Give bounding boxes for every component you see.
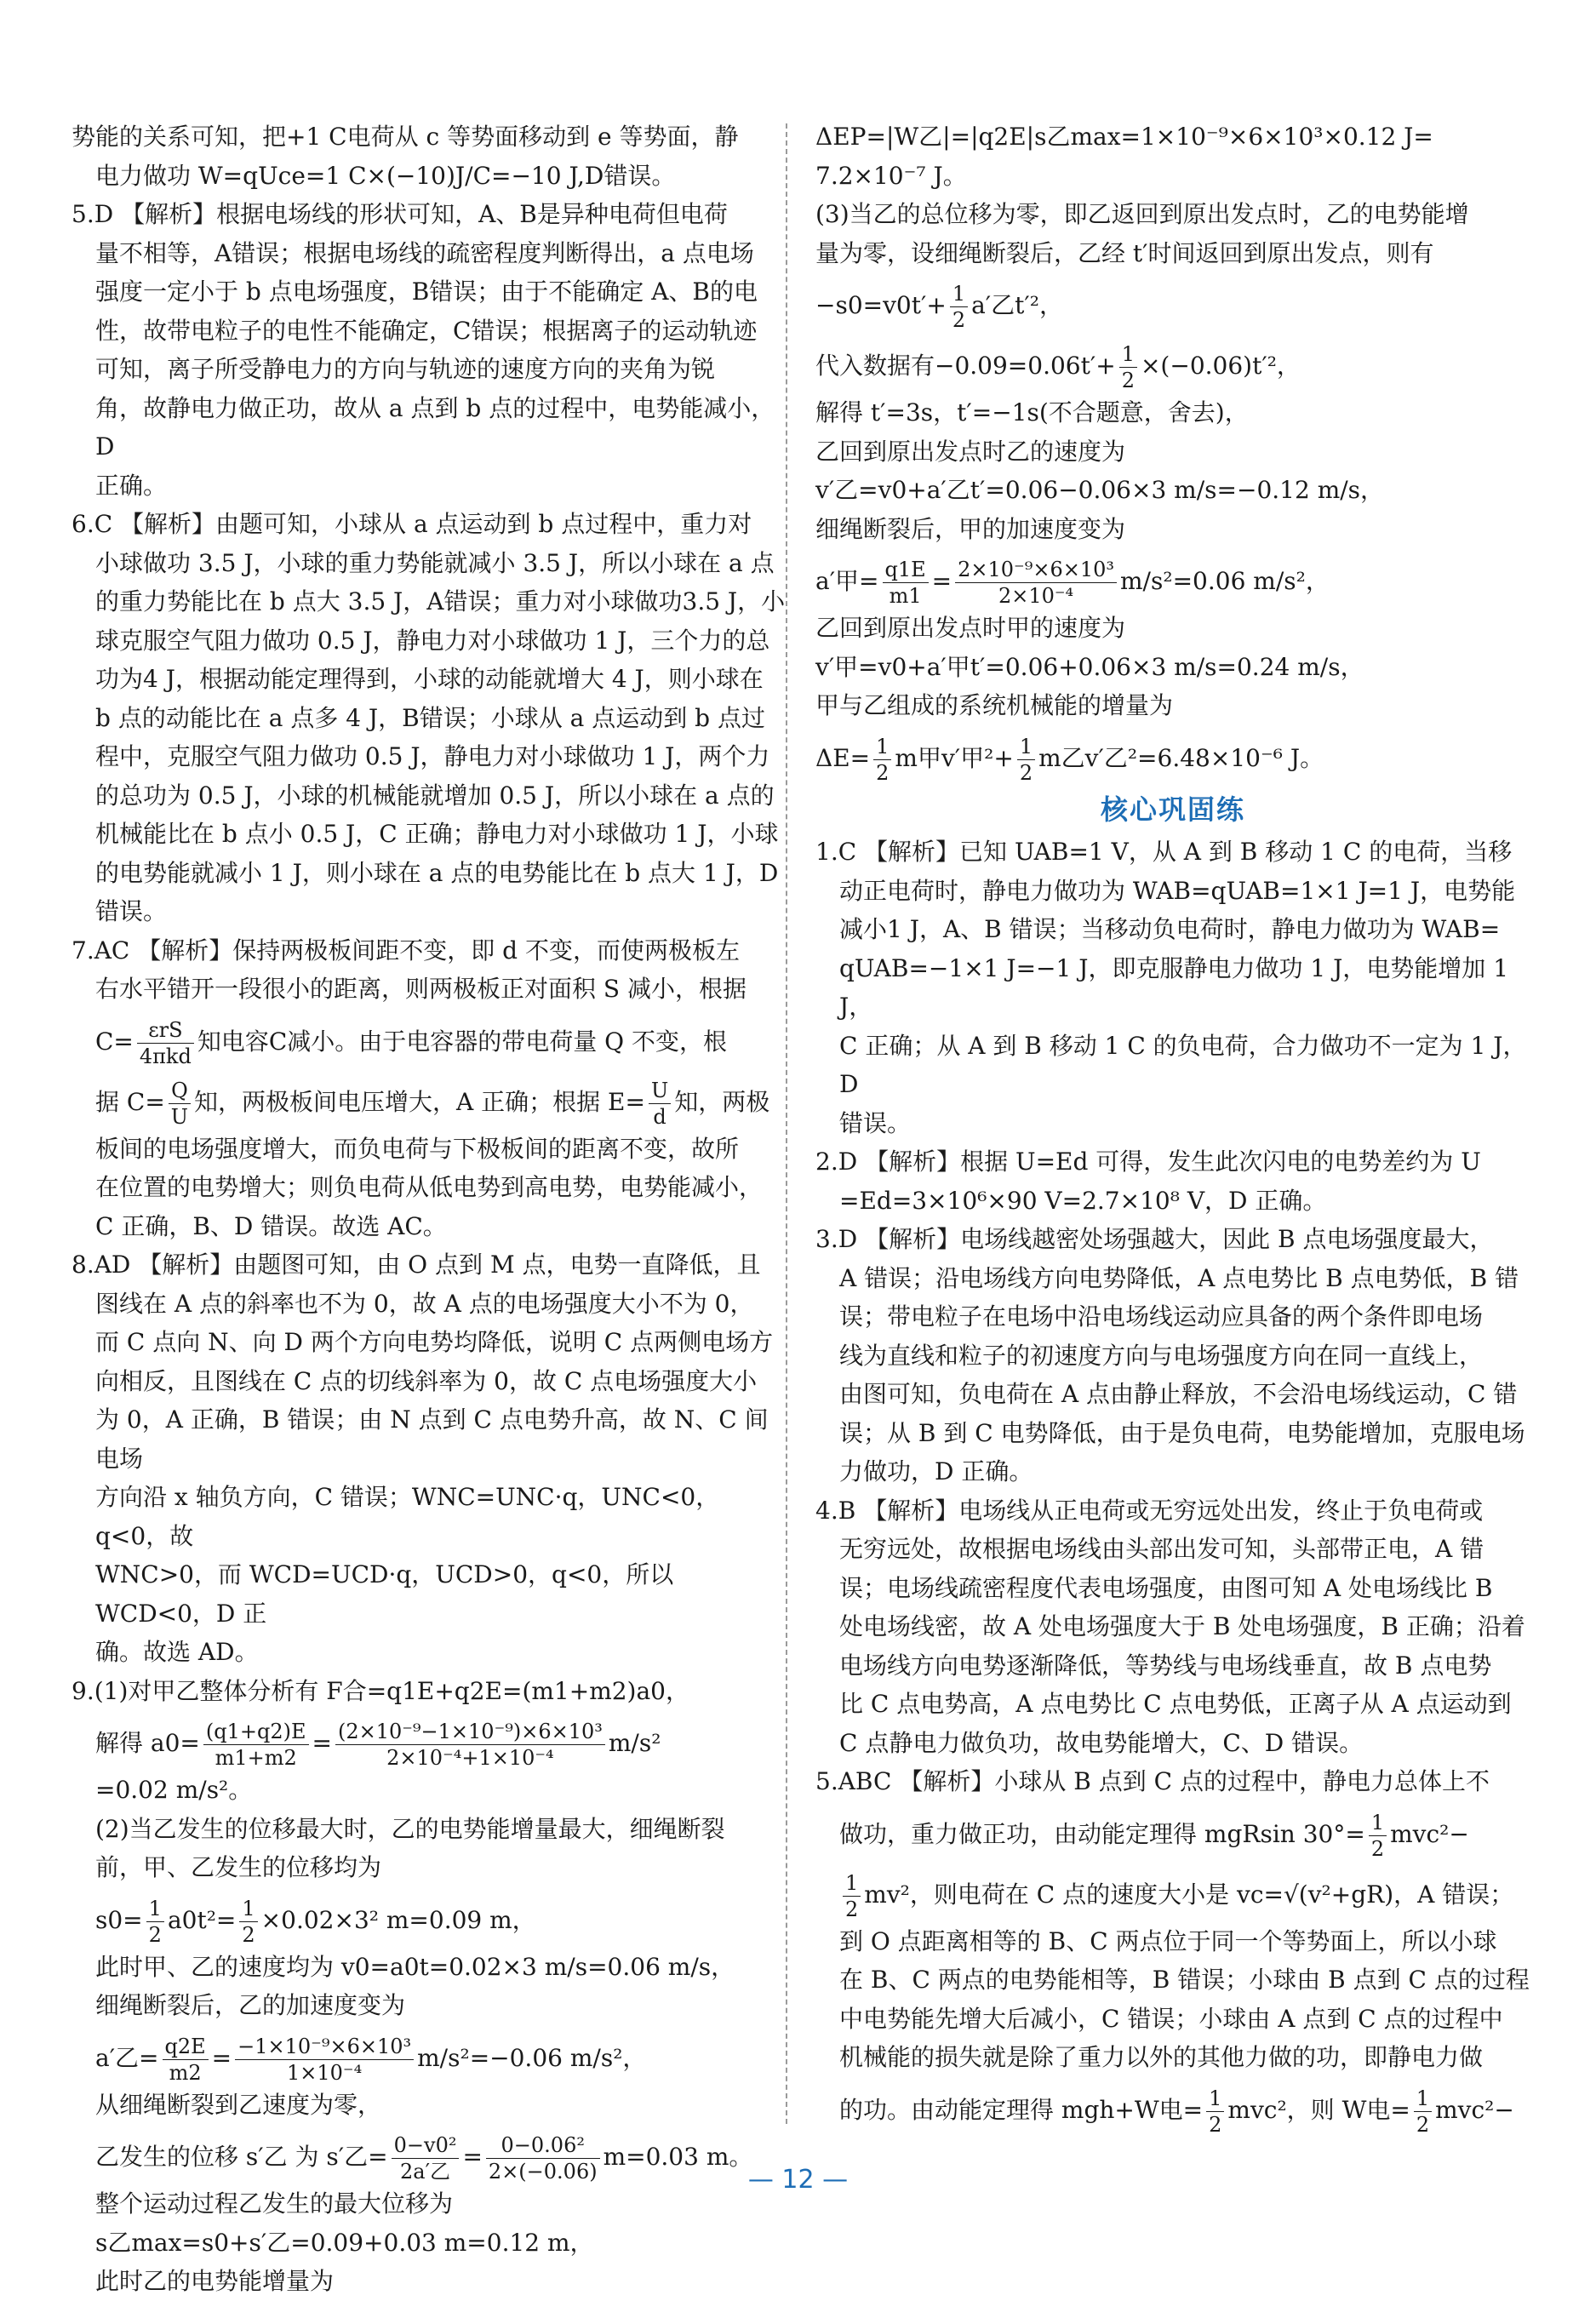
text-line: 解得 t′=3s，t′=−1s(不合题意，舍去)，: [815, 398, 1249, 426]
text-line: 角，故静电力做正功，故从 a 点到 b 点的过程中，电势能减小，D: [95, 393, 775, 461]
text-line: 机械能比在 b 点小 0.5 J，C 正确；静电力对小球做功 1 J，小球: [95, 820, 779, 848]
text-line: 从细绳断裂到乙速度为零，: [95, 2090, 382, 2119]
answer-7: 7.AC 【解析】保持两极板间距不变，即 d 不变，而使两极板左: [72, 936, 740, 964]
text-line: 电场线方向电势逐渐降低，等势线与电场线垂直，故 B 点电势: [839, 1651, 1492, 1680]
text-line: 误；从 B 到 C 电势降低，由于是负电荷，电势能增加，克服电场: [839, 1418, 1525, 1447]
text-line: 机械能的损失就是除了重力以外的其他力做的功，即静电力做: [839, 2043, 1484, 2071]
formula-line: 做功，重力做正功，由动能定理得 mgRsin 30°= $\frac{1}{2}$ mvc²−: [839, 1810, 1469, 1861]
fraction: $\frac{U}{d}$: [649, 1078, 671, 1130]
text-line: 的电势能就减小 1 J，则小球在 a 点的电势能比在 b 点大 1 J，D: [95, 858, 779, 887]
text-line: 比 C 点电势高，A 点电势比 C 点电势低，正离子从 A 点运动到: [839, 1690, 1512, 1718]
answer-5: 5.D 【解析】根据电场线的形状可知，A、B是异种电荷但电荷: [72, 200, 728, 228]
text-line: A 错误；沿电场线方向电势降低，A 点电势比 B 点电势低，B 错: [839, 1263, 1519, 1292]
fraction: $\frac{1}{2}$: [1119, 341, 1137, 393]
fraction: $\frac{1}{2}$: [1206, 2086, 1224, 2138]
formula-line: 代入数据有−0.09=0.06t′+ $\frac{1}{2}$ ×(−0.06)t′²，: [815, 342, 1301, 392]
text-line: v′乙=v0+a′乙t′=0.06−0.06×3 m/s=−0.12 m/s，: [815, 476, 1385, 504]
fraction: $\frac{\text{εrS}}{\text{4πkd}}$: [137, 1017, 194, 1069]
text-line: 功为4 J，根据动能定理得到，小球的动能就增大 4 J，则小球在: [95, 665, 764, 693]
text-line: 减小1 J，A、B 错误；当移动负电荷时，静电力做功为 WAB=: [839, 915, 1501, 943]
left-column: [72, 117, 787, 2301]
text-line: 正确。: [95, 471, 168, 500]
text-line: 程中，克服空气阻力做功 0.5 J，静电力对小球做功 1 J，两个力: [95, 742, 770, 770]
text-line: 到 O 点距离相等的 B、C 两点位于同一个等势面上，所以小球: [839, 1926, 1497, 1955]
fraction: $\frac{1}{2}$: [950, 281, 968, 333]
text-line: 图线在 A 点的斜率也不为 0，故 A 点的电场强度大小不为 0，: [95, 1289, 754, 1318]
text-line: 甲与乙组成的系统机械能的增量为: [815, 691, 1174, 719]
fraction: $\frac{\text{2×10⁻⁹×6×10³}}{\text{2×10⁻⁴}}$: [955, 557, 1117, 609]
text-line: s乙max=s0+s′乙=0.09+0.03 m=0.12 m，: [95, 2228, 594, 2257]
text-line: 为 0，A 正确，B 错误；由 N 点到 C 点电势升高，故 N、C 间电场: [95, 1405, 769, 1473]
text-line: 方向沿 x 轴负方向，C 错误；WNC=UNC·q，UNC<0，q<0，故: [95, 1483, 720, 1550]
answer-5b: 5.ABC 【解析】小球从 B 点到 C 点的过程中，静电力总体上不: [815, 1767, 1490, 1795]
text-line: 量为零，设细绳断裂后，乙经 t′时间返回到原出发点，则有: [815, 238, 1434, 267]
formula-line: −s0=v0t′+ $\frac{1}{2}$ a′乙t′²，: [815, 282, 1063, 332]
fraction: $\frac{1}{2}$: [146, 1896, 164, 1948]
fraction: $\frac{1}{2}$: [873, 734, 891, 786]
text-line: 7.2×10⁻⁷ J。: [815, 161, 967, 190]
formula-line: 的功。由动能定理得 mgh+W电= $\frac{1}{2}$ mvc²，则 W电= $\frac{1}{2}$ mvc²−: [839, 2086, 1514, 2137]
text-line: 乙回到原出发点时乙的速度为: [815, 437, 1126, 466]
text-line: (3)当乙的总位移为零，即乙返回到原出发点时，乙的电势能增: [815, 200, 1469, 228]
formula-line: 解得 a0= $\frac{(q1+q2)E}{m1+m2}$ = $\frac{\text{(2×10⁻⁹−1×10⁻⁹)×6×10³}}{\text{2×10⁻⁴+1×10⁻⁴}}$ m/s²: [95, 1720, 661, 1770]
text-line: 在 B、C 两点的电势能相等，B 错误；小球由 B 点到 C 点的过程: [839, 1966, 1530, 1994]
text-line: 可知，离子所受静电力的方向与轨迹的速度方向的夹角为锐: [95, 355, 716, 383]
formula-line: s0= $\frac{1}{2}$ a0t²= $\frac{1}{2}$ ×0.02×3² m=0.09 m，: [95, 1896, 536, 1947]
text-line: 性，故带电粒子的电性不能确定，C错误；根据离子的运动轨迹: [95, 316, 758, 345]
text-line: 球克服空气阻力做功 0.5 J，静电力对小球做功 1 J，三个力的总: [95, 626, 770, 655]
text-line: 错误。: [95, 897, 168, 925]
fraction: $\frac{1}{2}$: [1017, 734, 1035, 786]
text-line: 右水平错开一段很小的距离，则两极板正对面积 S 减小，根据: [95, 975, 747, 1003]
fraction: $\frac{\text{−1×10⁻⁹×6×10³}}{\text{1×10⁻⁴}}$: [235, 2034, 414, 2086]
text-line: 动正电荷时，静电力做功为 WAB=qUAB=1×1 J=1 J，电势能: [839, 876, 1516, 905]
text-line: 整个运动过程乙发生的最大位移为: [95, 2189, 454, 2218]
fraction: $\frac{\text{(2×10⁻⁹−1×10⁻⁹)×6×10³}}{\text{2×10⁻⁴+1×10⁻⁴}}$: [335, 1719, 605, 1771]
formula-line: C= $\frac{\text{εrS}}{\text{4πkd}}$ 知电容C减小。由于电容器的带电荷量 Q 不变，根: [95, 1017, 728, 1068]
text-line: 误；电场线疏密程度代表电场强度，由图可知 A 处电场线比 B: [839, 1573, 1493, 1602]
formula-line: 乙发生的位移 s′乙 为 s′乙= $\frac{\text{0−v0²}}{\text{2a′乙}}$ = $\frac{\text{0−0.06²}}{2\times(-0.06)}$ m=0.03 m。: [95, 2133, 753, 2184]
answer-3: 3.D 【解析】电场线越密处场强越大，因此 B 点电场强度最大，: [815, 1225, 1494, 1253]
text-line: 中电势能先增大后减小，C 错误；小球由 A 点到 C 点的过程中: [839, 2004, 1503, 2033]
text-line: C 正确，B、D 错误。故选 AC。: [95, 1211, 447, 1240]
answer-9: 9.(1)对甲乙整体分析有 F合=q1E+q2E=(m1+m2)a0，: [72, 1676, 689, 1705]
text-line: 的重力势能比在 b 点大 3.5 J，A错误；重力对小球做功3.5 J，小: [95, 587, 786, 615]
text-line: 由图可知，负电荷在 A 点由静止释放，不会沿电场线运动，C 错: [839, 1380, 1518, 1408]
text-line: 细绳断裂后，乙的加速度变为: [95, 1991, 406, 2019]
text-line: qUAB=−1×1 J=−1 J，即克服静电力做功 1 J，电势能增加 1 J，: [839, 953, 1509, 1021]
formula-line: a′乙= $\frac{q2E}{m2}$ = $\frac{\text{−1×10⁻⁹×6×10³}}{\text{1×10⁻⁴}}$ m/s²=−0.06 m/s²，: [95, 2034, 647, 2085]
formula-line: 据 C= $\frac{Q}{U}$ 知，两极板间电压增大，A 正确；根据 E= $\frac{U}{d}$ 知，两极: [95, 1078, 770, 1129]
text-line: 乙回到原出发点时甲的速度为: [815, 614, 1126, 642]
text-line: 处电场线密，故 A 处电场强度大于 B 处电场强度，B 正确；沿着: [839, 1612, 1525, 1640]
text-line: 而 C 点向 N、向 D 两个方向电势均降低，说明 C 点两侧电场方: [95, 1328, 774, 1356]
text-line: 前，甲、乙发生的位移均为: [95, 1853, 382, 1881]
text-line: 错误。: [839, 1108, 912, 1137]
text-line: C 点静电力做负功，故电势能增大，C、D 错误。: [839, 1728, 1364, 1757]
text-line: C 正确；从 A 到 B 移动 1 C 的负电荷，合力做功不一定为 1 J，D: [839, 1031, 1527, 1098]
fraction: $\frac{\text{0−v0²}}{\text{2a′乙}}$: [392, 2132, 460, 2184]
formula-line: ΔE= $\frac{1}{2}$ m甲v′甲²+ $\frac{1}{2}$ m乙v′乙²=6.48×10⁻⁶ J。: [815, 734, 1324, 785]
text-line: v′甲=v0+a′甲t′=0.06+0.06×3 m/s=0.24 m/s，: [815, 652, 1364, 681]
fraction: $\frac{1}{2}$: [239, 1896, 257, 1948]
text-line: 细绳断裂后，甲的加速度变为: [815, 514, 1126, 543]
fraction: $\frac{Q}{U}$: [169, 1078, 191, 1130]
text-line: 板间的电场强度增大，而负电荷与下极板间的距离不变，故所: [95, 1134, 740, 1163]
answer-4: 4.B 【解析】电场线从正电荷或无穷远处出发，终止于负电荷或: [815, 1496, 1484, 1525]
page-number: — 12 —: [747, 2165, 849, 2195]
fraction: $\frac{q2E}{m2}$: [163, 2034, 209, 2086]
text-line: ΔEP=|W乙|=|q2E|s乙max=1×10⁻⁹×6×10³×0.12 J=: [815, 123, 1433, 151]
fraction: $\frac{(q1+q2)E}{m1+m2}$: [203, 1719, 309, 1771]
text-line: 线为直线和粒子的初速度方向与电场强度方向在同一直线上，: [839, 1341, 1484, 1370]
answer-1: 1.C 【解析】已知 UAB=1 V，从 A 到 B 移动 1 C 的电荷，当移: [815, 838, 1513, 866]
text-line: 小球做功 3.5 J，小球的重力势能就减小 3.5 J，所以小球在 a 点: [95, 548, 775, 577]
text-line: 向相反，且图线在 C 点的切线斜率为 0，故 C 点电场强度大小: [95, 1366, 758, 1395]
text-line: 误；带电粒子在电场中沿电场线运动应具备的两个条件即电场: [839, 1302, 1484, 1331]
text-line: 此时乙的电势能增量为: [95, 2267, 335, 2295]
text-line: 确。故选 AD。: [95, 1638, 259, 1666]
fraction: $\frac{q1E}{m1}$: [883, 557, 929, 609]
fraction: $\frac{1}{2}$: [843, 1870, 861, 1922]
fraction: $\frac{1}{2}$: [1369, 1810, 1387, 1862]
fraction: $\frac{1}{2}$: [1414, 2086, 1432, 2138]
answer-6: 6.C 【解析】由题可知，小球从 a 点运动到 b 点过程中，重力对: [72, 510, 752, 538]
text-line: b 点的动能比在 a 点多 4 J，B错误；小球从 a 点运动到 b 点过: [95, 703, 765, 732]
text-line: 此时甲、乙的速度均为 v0=a0t=0.02×3 m/s=0.06 m/s，: [95, 1952, 735, 1981]
text-line: 无穷远处，故根据电场线由头部出发可知，头部带正电，A 错: [839, 1535, 1484, 1563]
fraction: $\frac{\text{0−0.06²}}{2\times(-0.06)}$: [486, 2132, 600, 2184]
text-line: 力做功，D 正确。: [839, 1457, 1033, 1485]
formula-line: $\frac{1}{2}$ mv²，则电荷在 C 点的速度大小是 vc=√(v²+gR)，A 错误；: [815, 1870, 1530, 1922]
text-line: 势能的关系可知，把+1 C电荷从 c 等势面移动到 e 等势面，静: [72, 123, 739, 151]
text-line: 强度一定小于 b 点电场强度，B错误；由于不能确定 A、B的电: [95, 278, 758, 306]
text-line: WNC>0，而 WCD=UCD·q，UCD>0，q<0，所以 WCD<0，D 正: [95, 1560, 674, 1628]
text-line: 量不相等，A错误；根据电场线的疏密程度判断得出，a 点电场: [95, 238, 754, 267]
text-line: 的总功为 0.5 J，小球的机械能就增加 0.5 J，所以小球在 a 点的: [95, 781, 775, 810]
answer-8: 8.AD 【解析】由题图可知，由 O 点到 M 点，电势一直降低，且: [72, 1251, 761, 1279]
text-line: =Ed=3×10⁶×90 V=2.7×10⁸ V，D 正确。: [839, 1186, 1327, 1215]
section-title: 核心巩固练: [1100, 793, 1245, 826]
right-column: [815, 117, 1530, 2138]
text-line: (2)当乙发生的位移最大时，乙的电势能增量最大，细绳断裂: [95, 1814, 725, 1843]
answer-2: 2.D 【解析】根据 U=Ed 可得，发生此次闪电的电势差约为 U: [815, 1148, 1481, 1176]
formula-line: a′甲= $\frac{q1E}{m1}$ = $\frac{\text{2×10⁻⁹×6×10³}}{\text{2×10⁻⁴}}$ m/s²=0.06 m/s²，: [815, 558, 1330, 608]
text-line: =0.02 m/s²。: [95, 1776, 253, 1804]
text-line: 在位置的电势增大；则负电荷从低电势到高电势，电势能减小，: [95, 1173, 764, 1201]
text-line: 电力做功 W=qUce=1 C×(−10)J/C=−10 J,D错误。: [95, 161, 676, 190]
